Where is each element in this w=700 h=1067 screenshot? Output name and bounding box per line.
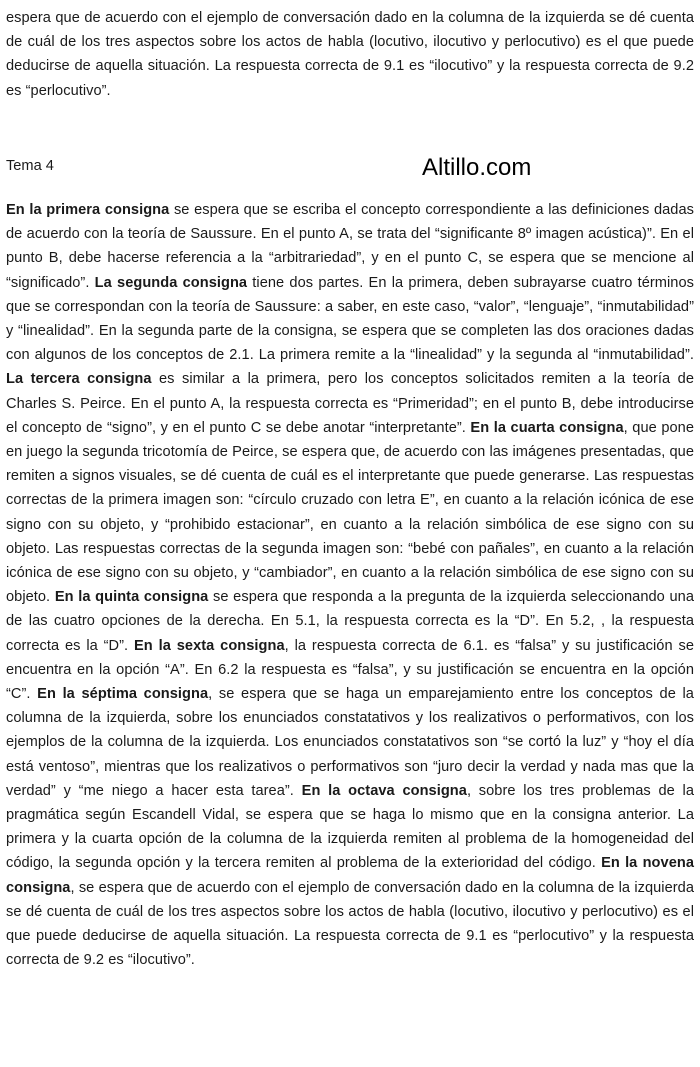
segment-text: , sobre los tres problemas de la pragmática según Escandell Vidal, se espera que se haga lo mismo que en la consigna anterior. La primera y la cuarta opción de la columna de la izquierda remiten al problema de la homogeneidad del código, la segunda opción y la tercera remiten al problema de la exterioridad del código. xyxy=(6,782,695,872)
segment-bold: En la primera consigna xyxy=(6,202,170,218)
segment-text: , la respuesta correcta de 6.1. es “falsa” y su justificación se encuentra en la opción “A”. En 6.2 la respuesta es “falsa”, y su justificación se encuentra en la opción “C”. xyxy=(6,637,694,703)
segment-bold: La tercera consigna xyxy=(6,371,152,388)
main-paragraph xyxy=(6,198,694,973)
segment-text: , se espera que de acuerdo con el ejemplo de conversación dado en la columna de la izquierda se dé cuenta de cuál de los tres aspectos sobre los actos de habla (locutivo, ilocutivo y perlocutivo) es el que puede deducirse de aquella situación. La respuesta correcta de 9.1 es “perlocutivo” y la respuesta correcta de 9.2 es “ilocutivo”. xyxy=(6,879,694,969)
segment-text: se espera que se escriba el concepto correspondiente a las definiciones dadas de acuerdo con la teoría de Saussure. En el punto A, se trata del “significante 8º imagen acústica)”. En el punto B, debe hacerse referencia a la “arbitrariedad”, y en el punto C, se espera que se mencione al “significado”. xyxy=(6,202,694,291)
segment-bold: La segunda consigna xyxy=(94,274,248,291)
segment-bold: En la octava consigna xyxy=(301,782,467,799)
segment-text: , se espera que se haga un emparejamiento entre los conceptos de la columna de la izquierda, sobre los enunciados constatativos y los realizativos o performativos, con los ejemplos de la columna de la izquierda. Los enunciados constatativos son “se cortó la luz” y “hoy el día está ventoso”, mientras que los realizativos o performativos son “juro decir la verdad y nada mas que la verdad” y “me niego a hacer esta tarea”. xyxy=(6,686,694,799)
segment-bold: En la sexta consigna xyxy=(134,637,285,654)
segment-bold: En la séptima consigna xyxy=(37,686,209,703)
watermark-logo: Altillo.com xyxy=(422,154,532,181)
segment-text: tiene dos partes. En la primera, deben subrayarse cuatro términos que se correspondan con la teoría de Saussure: a saber, en este caso, “valor”, “lenguaje”, “inmutabilidad” y “linealidad”. En la segunda parte de la consigna, se espera que se completen las dos oraciones dadas con algunos de los conceptos de 2.1. La primera remite a la “linealidad” y la segunda al “inmutabilidad”. xyxy=(6,274,694,364)
section-header xyxy=(6,154,694,184)
segment-text: se espera que responda a la pregunta de la izquierda seleccionando una de las cuatro opciones de la derecha. En 5.1, la respuesta correcta es la “D”. En 5.2, , la respuesta correcta es la “D”. xyxy=(6,589,694,654)
section-title: Tema 4 xyxy=(6,158,54,174)
intro-paragraph: espera que de acuerdo con el ejemplo de conversación dado en la columna de la izquierda se dé cuenta de cuál de los tres aspectos sobre los actos de habla (locutivo, ilocutivo y perlocutivo) es el que puede deducirse de aquella situación. La respuesta correcta de 9.1 es “ilocutivo” y la respuesta correcta de 9.2 es “perlocutivo”. xyxy=(6,10,694,99)
segment-bold: En la quinta consigna xyxy=(54,589,209,606)
segment-bold: En la cuarta consigna xyxy=(470,419,624,436)
segment-bold: En la novena consigna xyxy=(6,855,694,896)
segment-text: , que pone en juego la segunda tricotomía de Peirce, se espera que, de acuerdo con las imágenes presentadas, que remiten a signos visuales, se dé cuenta de cuál es el interpretante que puede generarse. Las respuestas correctas de la primera imagen son: “círculo cruzado con letra E”, en cuanto a la relación icónica de ese signo con su objeto, y “prohibido estacionar”, en cuanto a la relación simbólica de ese signo con su objeto. Las respuestas correctas de la segunda imagen son: “bebé con pañales”, en cuanto a la relación icónica de ese signo con su objeto, y “cambiador”, en cuanto a la relación simbólica de ese signo con su objeto. xyxy=(6,419,694,606)
segment-text: es similar a la primera, pero los conceptos solicitados remiten a la teoría de Charles S. Peirce. En el punto A, la respuesta correcta es “Primeridad”; en el punto B, debe introducirse el concepto de “signo”, y en el punto C se debe anotar “interpretante”. xyxy=(6,371,694,436)
